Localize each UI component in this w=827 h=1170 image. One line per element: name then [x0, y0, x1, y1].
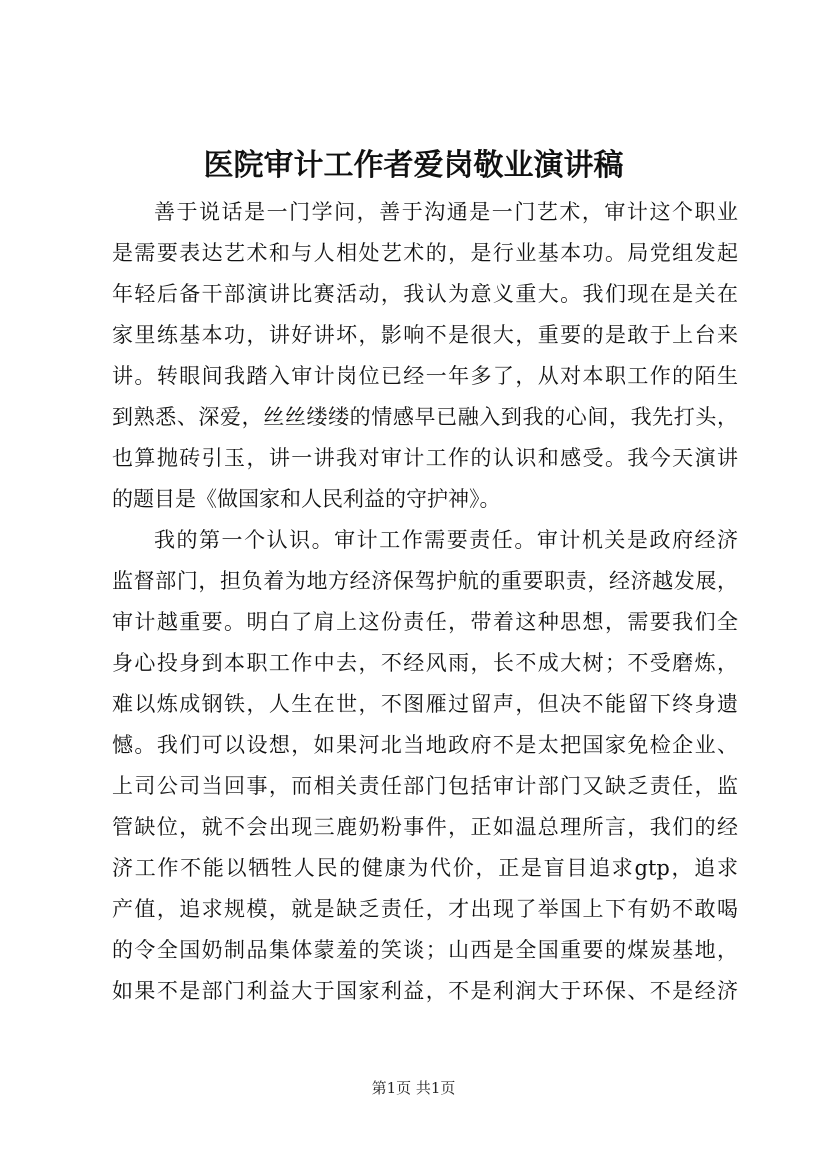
paragraph-1-line: 善于说话是一门学问，善于沟通是一门艺术，审计这个职业	[154, 200, 738, 224]
document-title: 医院审计工作者爱岗敬业演讲稿	[203, 148, 624, 183]
paragraph-2-line: 身心投身到本职工作中去，不经风雨，长不成大树；不受磨炼，	[112, 651, 738, 675]
paragraph-1-line: 到熟悉、深爱，丝丝缕缕的情感早已融入到我的心间，我先打头，	[112, 405, 738, 429]
paragraph-1-line: 家里练基本功，讲好讲坏，影响不是很大，重要的是敢于上台来	[112, 323, 738, 347]
paragraph-2-line: 上司公司当回事，而相关责任部门包括审计部门又缺乏责任，监	[112, 774, 738, 798]
paragraph-2-line: 如果不是部门利益大于国家利益，不是利润大于环保、不是经济	[112, 979, 738, 1003]
document-body	[112, 192, 738, 1012]
paragraph-1-line: 的题目是《做国家和人民利益的守护神》。	[112, 487, 501, 511]
paragraph-2-line: 难以炼成钢铁，人生在世，不图雁过留声，但决不能留下终身遗	[112, 692, 738, 716]
paragraph-2-line: 管缺位，就不会出现三鹿奶粉事件，正如温总理所言，我们的经	[112, 815, 738, 839]
paragraph-2-line: 憾。我们可以设想，如果河北当地政府不是太把国家免检企业、	[112, 733, 738, 757]
paragraph-2-line: 我的第一个认识。审计工作需要责任。审计机关是政府经济	[154, 528, 738, 552]
page-footer: 第1页 共1页	[371, 1079, 456, 1097]
paragraph-2-line: 产值，追求规模，就是缺乏责任，才出现了举国上下有奶不敢喝	[112, 897, 738, 921]
paragraph-2-line: 济工作不能以牺牲人民的健康为代价，正是盲目追求gtp，追求	[112, 856, 738, 880]
paragraph-1-line: 年轻后备干部演讲比赛活动，我认为意义重大。我们现在是关在	[112, 282, 738, 306]
paragraph-1-line: 是需要表达艺术和与人相处艺术的，是行业基本功。局党组发起	[112, 241, 738, 265]
paragraph-2-line: 审计越重要。明白了肩上这份责任，带着这种思想，需要我们全	[112, 610, 738, 634]
paragraph-2-line: 的令全国奶制品集体蒙羞的笑谈；山西是全国重要的煤炭基地，	[112, 938, 738, 962]
paragraph-1-line: 也算抛砖引玉，讲一讲我对审计工作的认识和感受。我今天演讲	[112, 446, 738, 470]
paragraph-2-line: 监督部门，担负着为地方经济保驾护航的重要职责，经济越发展，	[112, 569, 738, 593]
paragraph-1-line: 讲。转眼间我踏入审计岗位已经一年多了，从对本职工作的陌生	[112, 364, 738, 388]
